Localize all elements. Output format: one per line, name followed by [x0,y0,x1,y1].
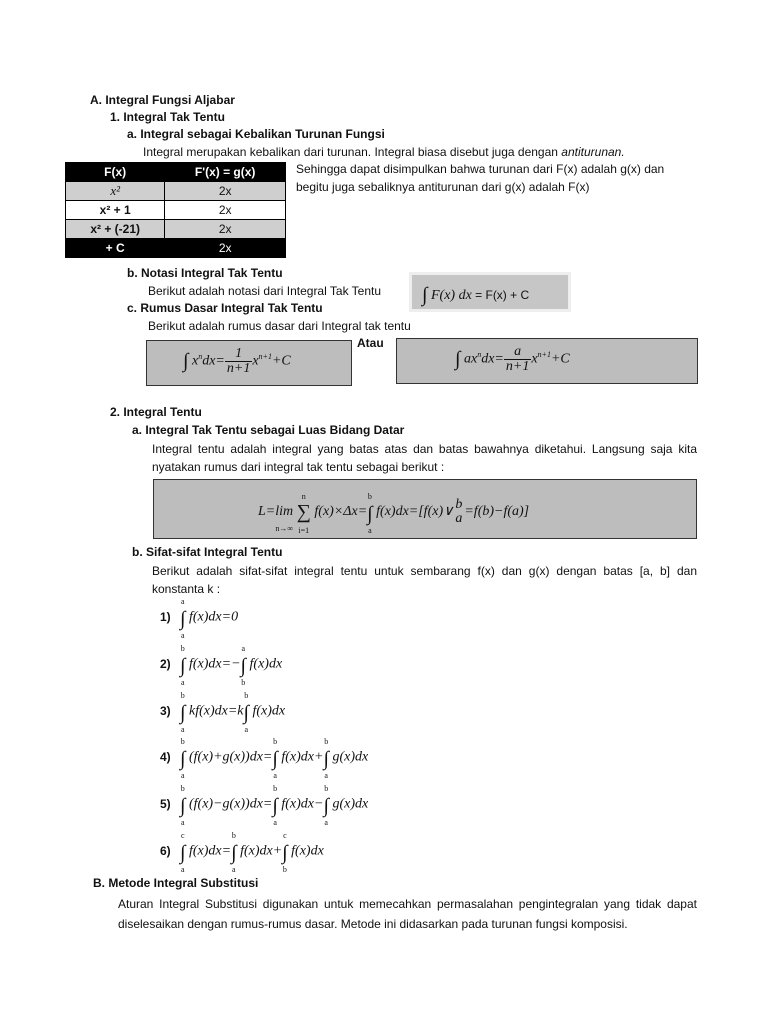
table-row [66,220,286,239]
col-header-fx: F(x) [66,163,165,182]
property-3-formula: ∫ b a kf(x)dx=k∫ b a f(x)dx [180,691,286,734]
subsection-2b-heading: b. Sifat-sifat Integral Tentu [132,545,283,559]
notation-formula-box [409,272,571,312]
table-row [66,239,286,258]
derivative-table [65,162,286,258]
property-1-formula: ∫ a a f(x)dx=0 [180,597,239,640]
cell-gx: 2x [165,239,286,258]
cell-gx: 2x [165,220,286,239]
cell-gx: 2x [165,201,286,220]
property-4-formula: ∫ b a (f(x)+g(x))dx=∫ b a f(x)dx+∫ b a g(x)dx [180,737,369,780]
atau-label: Atau [357,336,384,350]
subsection-1-heading: 1. Integral Tak Tentu [110,110,225,124]
cell-fx: x² + 1 [66,201,165,220]
paragraph-1b: Berikut adalah notasi dari Integral Tak Tentu [148,284,382,298]
paragraph-1a: Integral merupakan kebalikan dari turunan. Integral biasa disebut juga dengan antiturunan. [143,145,625,159]
property-number: 3) [160,704,171,718]
table-row [66,182,286,201]
basic-formula-box-1 [146,340,352,386]
basic-formula-box-2 [396,338,698,384]
property-number: 2) [160,657,171,671]
subsection-2a-heading: a. Integral Tak Tentu sebagai Luas Bidang Datar [132,423,405,437]
definite-integral-formula-box [153,479,697,539]
property-number: 5) [160,797,171,811]
definite-integral-formula: L=lim n→∞ ∑ n i=1 f(x)×Δx=∫ b a f(x)dx=[f(x)∨ b a =f(b)−f(a)] [258,491,530,535]
col-header-gx: F'(x) = g(x) [165,163,286,182]
property-number: 6) [160,844,171,858]
paragraph-1c: Berikut adalah rumus dasar dari Integral tak tentu [148,319,411,333]
conclusion-line-2: begitu juga sebaliknya antiturunan dari g(x) adalah F(x) [296,180,590,194]
section-a-heading: A. Integral Fungsi Aljabar [90,93,235,107]
subsection-1a-heading: a. Integral sebagai Kebalikan Turunan Fungsi [127,127,385,141]
conclusion-line-1: Sehingga dapat disimpulkan bahwa turunan dari F(x) adalah g(x) dan [296,162,665,176]
property-number: 4) [160,750,171,764]
cell-fx: x² [66,182,165,201]
property-2-formula: ∫ b a f(x)dx=−∫ a b f(x)dx [180,644,283,687]
notation-formula: ∫ F(x) dx = F(x) + C [422,284,530,306]
subsection-1b-heading: b. Notasi Integral Tak Tentu [127,266,283,280]
paragraph-b: Aturan Integral Substitusi digunakan untuk memecahkan permasalahan pengintegralan yang tidak dapat diselesaikan dengan rumus-rumus dasar. Metode ini didasarkan pada turunan fungsi komposisi. [118,897,697,931]
paragraph-2a: Integral tentu adalah integral yang batas atas dan batas bawahnya diketahui. Langsung saja kita nyatakan rumus dari integral tak tentu sebagai berikut : [152,442,697,474]
cell-fx: x² + (-21) [66,220,165,239]
basic-formula-2: ∫ $ax^ndx=$ $\frac{a}{n+1}$ $x^{n+1}+C$ [455,344,570,374]
section-b-heading: B. Metode Integral Substitusi [93,876,259,890]
table-row [66,201,286,220]
cell-fx: + C [66,239,165,258]
property-6-formula: ∫ c a f(x)dx=∫ b a f(x)dx+∫ c b f(x)dx [180,831,324,874]
subsection-2-heading: 2. Integral Tentu [110,405,202,419]
basic-formula-1: ∫ $x^ndx=$ $\frac{1}{n+1}$ $x^{n+1}+C$ [183,346,291,376]
subsection-1c-heading: c. Rumus Dasar Integral Tak Tentu [127,301,323,315]
paragraph-2b: Berikut adalah sifat-sifat integral tentu untuk sembarang f(x) dan g(x) dengan batas [a, b] dan konstanta k : [152,564,697,596]
table-header-row [66,163,286,182]
property-number: 1) [160,610,171,624]
property-5-formula: ∫ b a (f(x)−g(x))dx=∫ b a f(x)dx−∫ b a g(x)dx [180,784,369,827]
cell-gx: 2x [165,182,286,201]
